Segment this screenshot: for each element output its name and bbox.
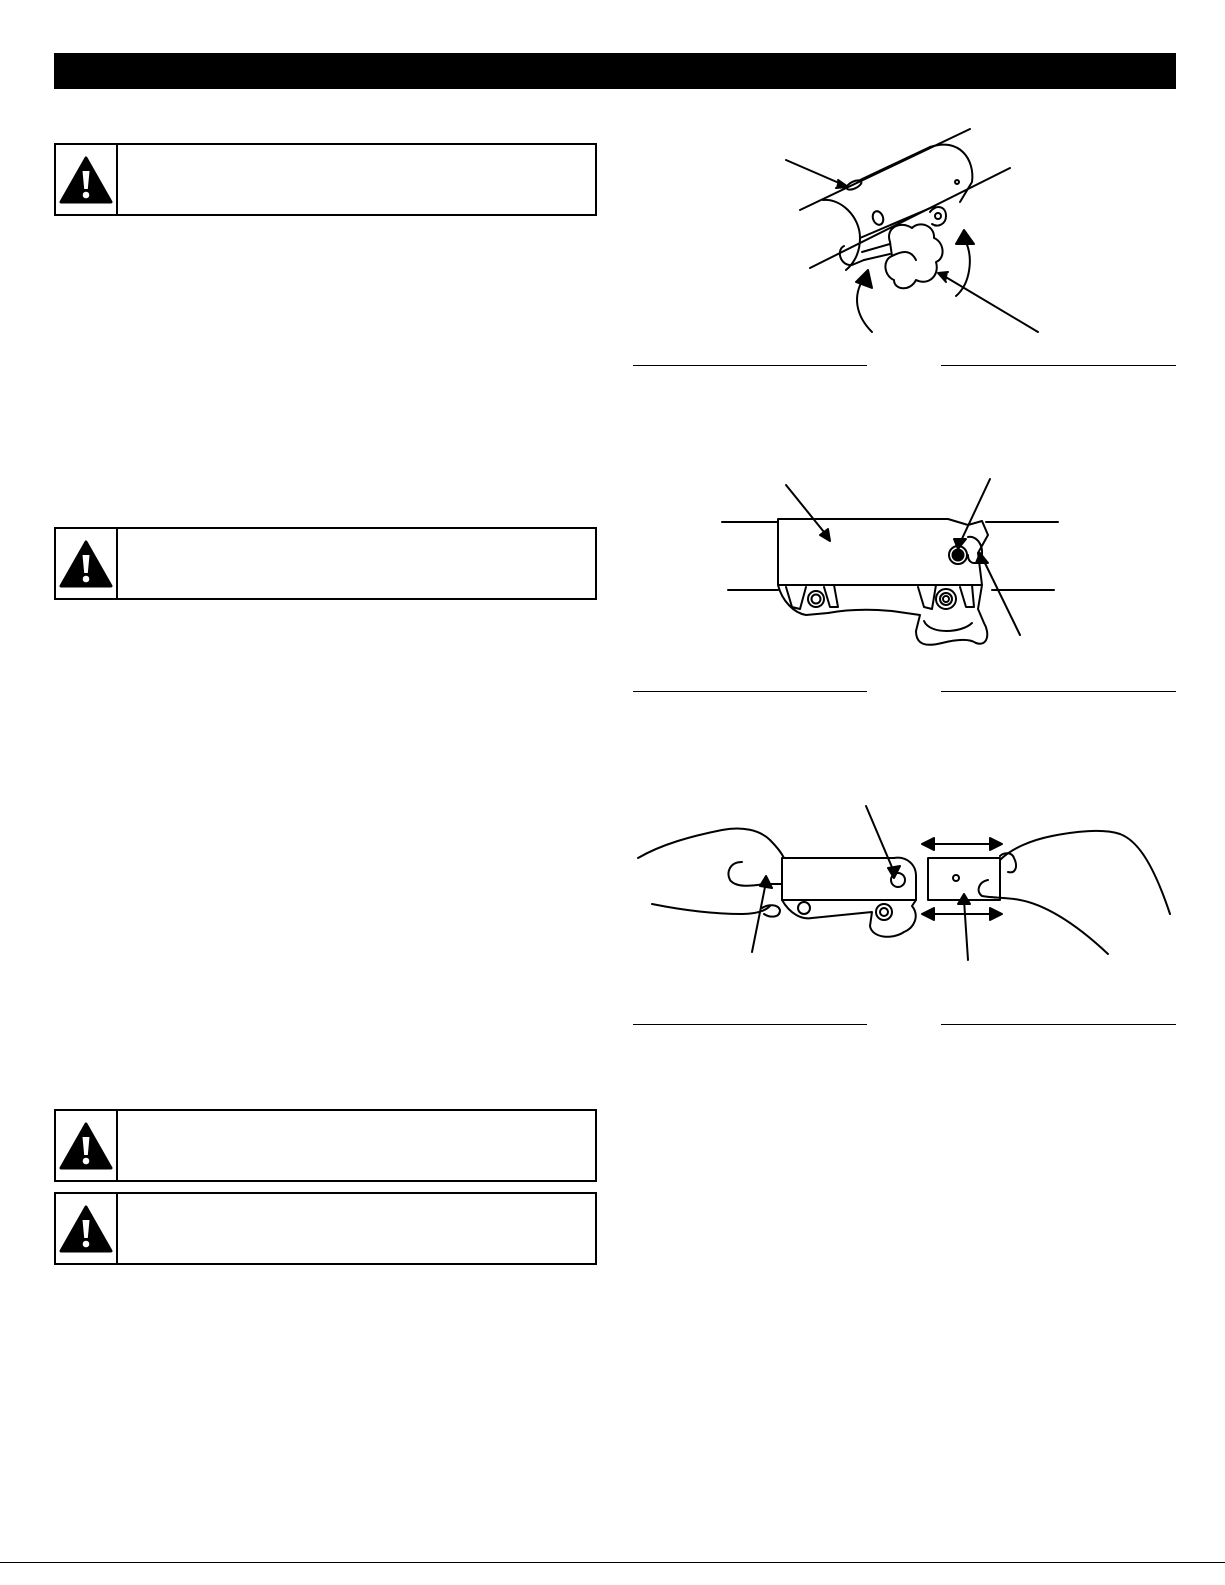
warning-box-2 bbox=[54, 527, 597, 600]
warning-triangle-icon bbox=[58, 155, 114, 205]
footer-rule bbox=[0, 1562, 1225, 1563]
warning-icon-cell bbox=[56, 145, 118, 214]
leader-line bbox=[944, 276, 1038, 332]
warning-triangle-icon bbox=[58, 1204, 114, 1254]
leader-line bbox=[964, 900, 968, 960]
shaft-hole bbox=[871, 210, 885, 227]
leader-line bbox=[752, 882, 766, 952]
warning-box-1 bbox=[54, 143, 597, 216]
warning-icon-cell bbox=[56, 1111, 118, 1180]
warning-triangle-icon bbox=[58, 539, 114, 589]
warning-icon-cell bbox=[56, 1194, 118, 1263]
warning-icon-cell bbox=[56, 529, 118, 598]
warning-box-4 bbox=[54, 1192, 597, 1265]
caption-rule-right bbox=[941, 1024, 1176, 1025]
shaft-top-line bbox=[800, 129, 970, 210]
left-thumb bbox=[729, 862, 783, 886]
leader-line bbox=[982, 557, 1020, 635]
figure-shaft-knob bbox=[760, 120, 1060, 340]
caption-rule-left bbox=[633, 1024, 867, 1025]
caption-rule-left bbox=[633, 365, 867, 366]
warning-triangle-icon bbox=[58, 1121, 114, 1171]
left-coupler-housing bbox=[782, 858, 916, 900]
figure-hands-joining bbox=[632, 800, 1177, 970]
leader-line bbox=[786, 160, 846, 186]
caption-rule-right bbox=[941, 691, 1176, 692]
warning-box-3 bbox=[54, 1109, 597, 1182]
caption-rule-left bbox=[633, 691, 867, 692]
section-header-bar bbox=[54, 53, 1176, 89]
caption-rule-right bbox=[941, 365, 1176, 366]
figure-coupler-housing bbox=[720, 475, 1065, 655]
